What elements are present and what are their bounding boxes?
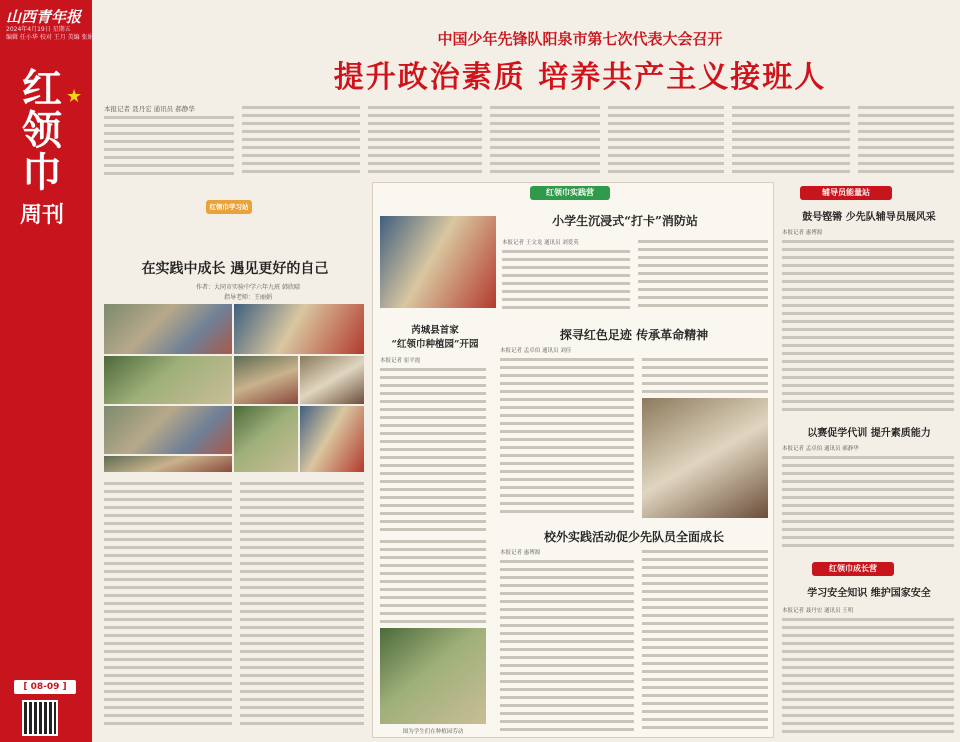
story-garden-text-cont: [380, 538, 486, 624]
photo-garden-caption: 图为学生们在种植园劳动: [402, 729, 464, 735]
story-red-title: 探寻红色足迹 传承革命精神: [559, 328, 709, 342]
story-drum-title: 鼓号铿锵 少先队辅导员展风采: [802, 212, 936, 223]
badge-counselor: 辅导员能量站: [800, 186, 892, 200]
photo-garden-work: [380, 628, 486, 724]
story-fire-title: 小学生沉浸式“打卡”消防站: [552, 214, 698, 228]
photo-fire-station: [380, 216, 496, 308]
story-outdoor-title: 校外实践活动促少先队员全面成长: [543, 530, 724, 544]
story-safety-byline: 本报记者 聂丹宏 通讯员 王明: [782, 608, 854, 614]
story-garden-byline: 本报记者 崔平霞: [380, 358, 421, 364]
column-title-char: 领: [22, 107, 62, 154]
story-drum-text: [782, 238, 954, 414]
story-fire-text-col2: [638, 238, 768, 310]
story-red-text-col2: [642, 356, 768, 396]
column-subtitle: 周刊: [19, 202, 64, 228]
lead-text-col5: [608, 104, 724, 176]
story-garden-title-line2: “红领巾种植园”开园: [391, 339, 479, 350]
column-title: [12, 65, 72, 236]
story-outdoor-text-col1: [500, 558, 634, 734]
story-drum-byline: 本报记者 惠博源: [782, 230, 823, 236]
story-safety-title: 学习安全知识 维护国家安全: [807, 588, 931, 599]
lead-byline: 本报记者 聂丹宏 通讯员 郝静华: [104, 105, 195, 113]
star-icon: ★: [66, 86, 83, 107]
badge-growth: 红领巾成长营: [812, 562, 894, 576]
story-growth-title: 在实践中成长 遇见更好的自己: [141, 261, 329, 277]
story-red-byline: 本报记者 孟卓伯 通讯员 刘佳: [500, 348, 572, 354]
photo-field-work: [104, 356, 232, 404]
photo-students-lab: [300, 356, 364, 404]
masthead-editors: 编辑 任小华 校对 王月 美编 张娟: [6, 34, 94, 41]
lead-kicker: 中国少年先锋队阳泉市第七次代表大会召开: [437, 30, 723, 48]
lead-text-col2: [242, 104, 360, 176]
column-title-char: 红: [22, 65, 62, 112]
story-fire-byline: 本报记者 王文龙 通讯员 刘爱英: [502, 240, 579, 246]
badge-study: 红领巾学习站: [206, 200, 252, 214]
qr-code-icon: [22, 700, 58, 736]
story-garden-title-line1: 芮城县首家: [411, 325, 459, 336]
story-safety-text: [782, 616, 954, 734]
story-growth-text-col2: [240, 480, 364, 730]
story-red-text-col1: [500, 356, 634, 516]
story-outdoor-byline: 本报记者 惠博源: [500, 550, 541, 556]
masthead-meta: [6, 26, 94, 42]
masthead-date: 2024年4月19日 星期五: [6, 26, 71, 33]
story-growth-text-col1: [104, 480, 232, 730]
lead-text-col1: [104, 114, 234, 176]
story-fire-text-col1: [502, 248, 630, 310]
lead-text-col3: [368, 104, 482, 176]
masthead-logo: 山西青年报: [6, 8, 82, 26]
story-contest-text: [782, 454, 954, 550]
photo-lab-experiment: [234, 304, 364, 354]
story-outdoor-text-col2: [642, 548, 768, 734]
page-number: [ 08-09 ]: [14, 680, 76, 694]
lead-text-col6: [732, 104, 850, 176]
photo-team: [300, 406, 364, 472]
photo-reading-class: [104, 304, 232, 354]
story-growth-author: 作者：大同市实验中学六年九班 韩欣晴: [196, 284, 300, 291]
photo-museum: [642, 398, 768, 518]
lead-headline: 提升政治素质 培养共产主义接班人: [333, 60, 827, 95]
column-title-char: 巾: [22, 149, 62, 196]
photo-students-table: [234, 356, 298, 404]
photo-garden: [234, 406, 298, 472]
photo-strip: [104, 456, 232, 472]
story-garden-text: [380, 366, 486, 532]
story-contest-byline: 本报记者 孟卓伯 通讯员 郝静华: [782, 446, 859, 452]
badge-practice: 红领巾实践营: [530, 186, 610, 200]
lead-text-col4: [490, 104, 600, 176]
photo-class-assembly: [104, 406, 232, 454]
lead-text-col7: [858, 104, 954, 176]
story-contest-title: 以赛促学代训 提升素质能力: [807, 428, 931, 439]
story-growth-teacher: 指导老师：王丽娟: [223, 294, 272, 301]
